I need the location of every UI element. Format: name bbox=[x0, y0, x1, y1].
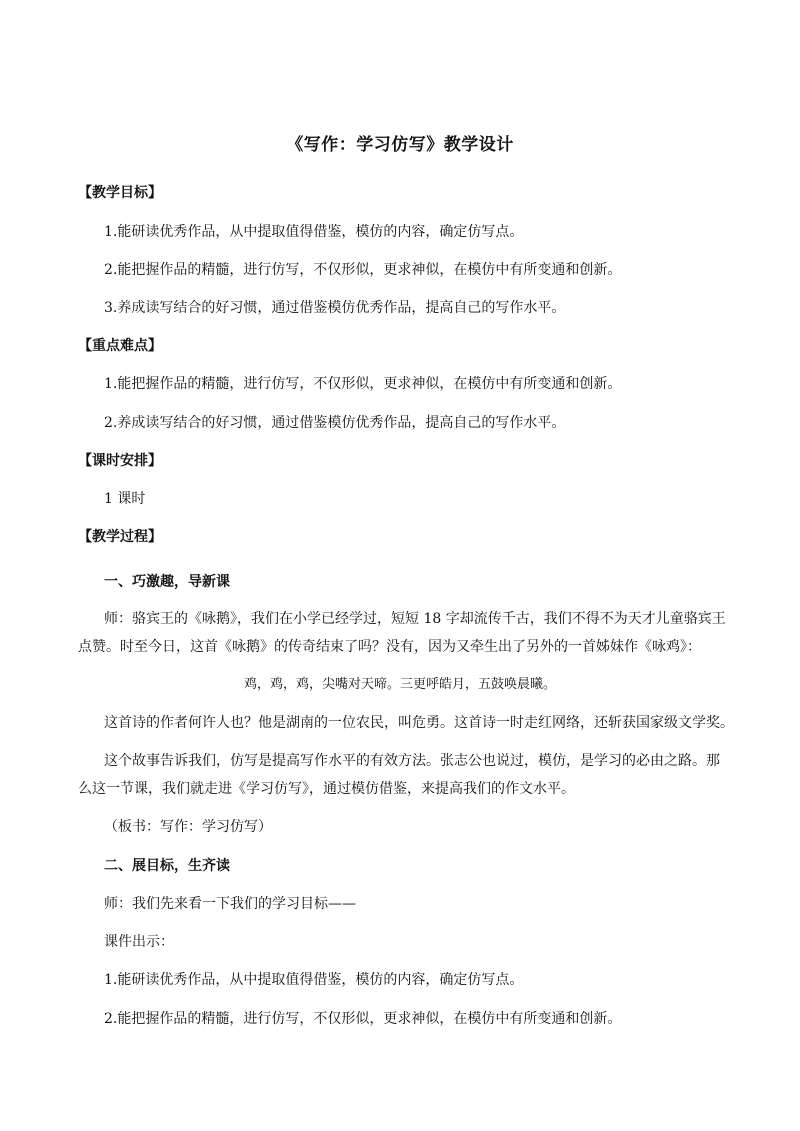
schedule-text: 1 课时 bbox=[104, 491, 146, 507]
goal-item-1: 1.能研读优秀作品，从中提取值得借鉴，模仿的内容，确定仿写点。 bbox=[104, 224, 524, 240]
board-note: （板书：写作：学习仿写） bbox=[104, 819, 272, 835]
document-title: 《写作：学习仿写》教学设计 bbox=[286, 135, 514, 155]
heading-key-points: 【重点难点】 bbox=[78, 338, 162, 354]
heading-goals: 【教学目标】 bbox=[78, 185, 162, 201]
heading-schedule: 【课时安排】 bbox=[78, 453, 162, 469]
key-point-item-2: 2.养成读写结合的好习惯，通过借鉴模仿优秀作品，提高自己的写作水平。 bbox=[104, 415, 566, 431]
step2-item-2: 2.能把握作品的精髓，进行仿写，不仅形似，更求神似，在模仿中有所变通和创新。 bbox=[104, 1011, 622, 1027]
step2-item-1: 1.能研读优秀作品，从中提取值得借鉴，模仿的内容，确定仿写点。 bbox=[104, 972, 524, 988]
step1-para3-line2: 么这一节课，我们就走进《学习仿写》，通过模仿借鉴，来提高我们的作文水平。 bbox=[78, 781, 575, 797]
goal-item-3: 3.养成读写结合的好习惯，通过借鉴模仿优秀作品，提高自己的写作水平。 bbox=[104, 300, 566, 316]
step1-para3-line1: 这个故事告诉我们，仿写是提高写作水平的有效方法。张志公也说过，模仿，是学习的必由之路。那 bbox=[104, 753, 720, 769]
step1-para2: 这首诗的作者何许人也？他是湖南的一位农民，叫危勇。这首诗一时走红网络，还斩获国家级文学奖。 bbox=[104, 715, 734, 731]
heading-process: 【教学过程】 bbox=[78, 529, 162, 545]
step1-para1-line2: 点赞。时至今日，这首《咏鹅》的传奇结束了吗？没有，因为又牵生出了另外的一首姊妹作《咏鸡》： bbox=[78, 639, 701, 655]
goal-item-2: 2.能把握作品的精髓，进行仿写，不仅形似，更求神似，在模仿中有所变通和创新。 bbox=[104, 262, 622, 278]
step1-title: 一、巧激趣，导新课 bbox=[104, 574, 230, 590]
step2-para1: 师：我们先来看一下我们的学习目标—— bbox=[104, 896, 356, 912]
poem-line: 鸡，鸡，鸡，尖嘴对天啼。三更呼皓月，五鼓唤晨曦。 bbox=[243, 677, 556, 692]
key-point-item-1: 1.能把握作品的精髓，进行仿写，不仅形似，更求神似，在模仿中有所变通和创新。 bbox=[104, 376, 622, 392]
step2-para2: 课件出示： bbox=[104, 934, 174, 950]
step1-para1-line1: 师：骆宾王的《咏鹅》，我们在小学已经学过，短短 18 字却流传千古，我们不得不为天才儿童骆宾王 bbox=[104, 611, 726, 627]
step2-title: 二、展目标，生齐读 bbox=[104, 858, 230, 874]
